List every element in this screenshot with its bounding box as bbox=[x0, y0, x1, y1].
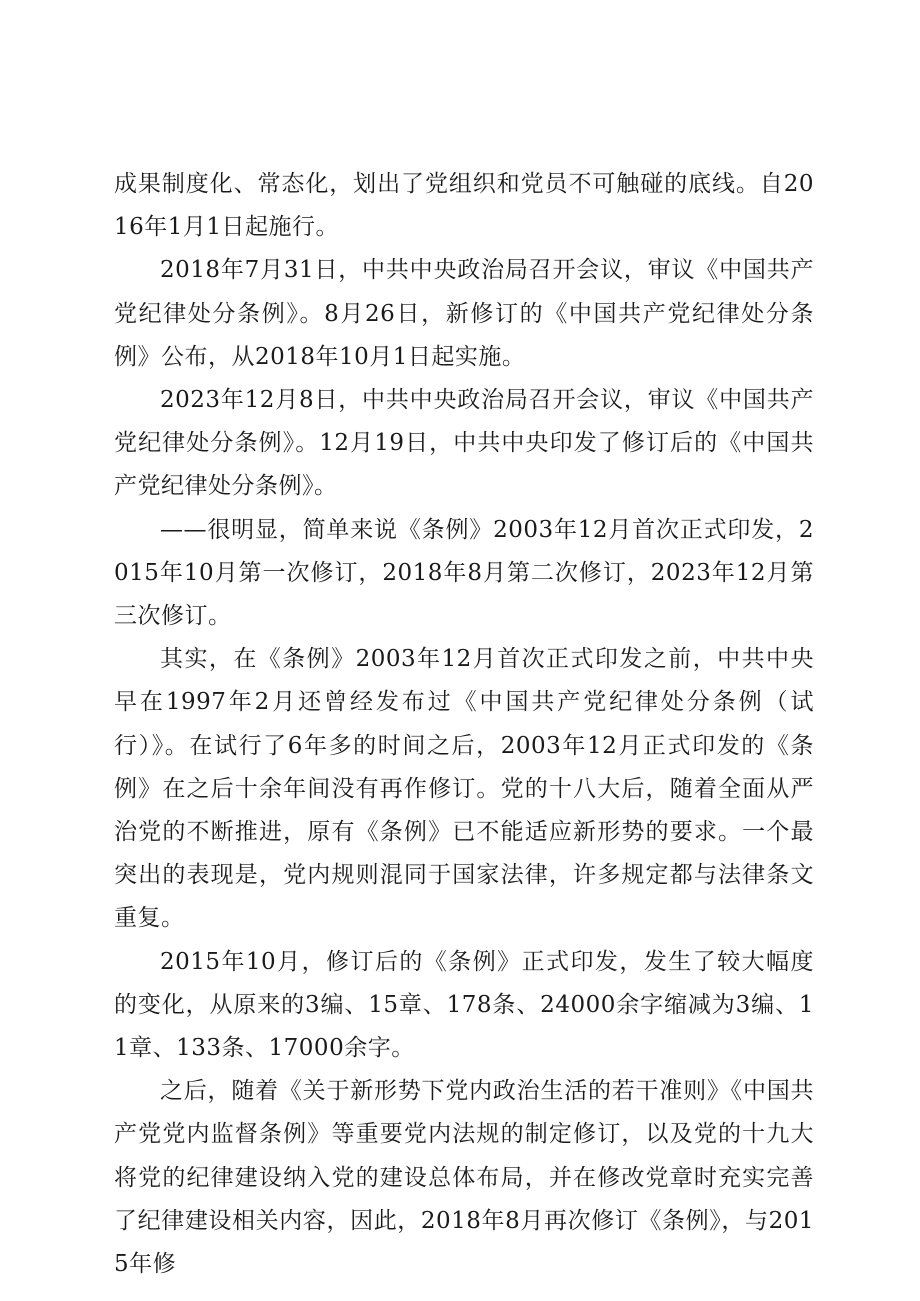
paragraph-2018-revision: 之后，随着《关于新形势下党内政治生活的若干准则》《中国共产党党内监督条例》等重要党内法规的制定修订，以及党的十九大将党的纪律建设纳入党的建设总体布局，并在修改党章时充实完善了纪律建设相关内容，因此，2018年8月再次修订《条例》，与2015年修 bbox=[114, 1078, 814, 1278]
document-body bbox=[114, 163, 814, 1286]
paragraph-continuation: 成果制度化、常态化，划出了党组织和党员不可触碰的底线。自2016年1月1日起施行。 bbox=[114, 171, 814, 241]
paragraph-2018-review: 2018年7月31日，中共中央政治局召开会议，审议《中国共产党纪律处分条例》。8月26日，新修订的《中国共产党纪律处分条例》公布，从2018年10月1日起实施。 bbox=[114, 257, 814, 370]
paragraph-summary: ——很明显，简单来说《条例》2003年12月首次正式印发，2015年10月第一次修订，2018年8月第二次修订，2023年12月第三次修订。 bbox=[114, 516, 814, 630]
paragraph-history: 其实，在《条例》2003年12月首次正式印发之前，中共中央早在1997年2月还曾经发布过《中国共产党纪律处分条例（试行）》。在试行了6年多的时间之后，2003年12月正式印发的《条例》在之后十余年间没有再作修订。党的十八大后，随着全面从严治党的不断推进，原有《条例》已不能适应新形势的要求。一个最突出的表现是，党内规则混同于国家法律，许多规定都与法律条文重复。 bbox=[114, 646, 814, 932]
paragraph-2023-review: 2023年12月8日，中共中央政治局召开会议，审议《中国共产党纪律处分条例》。12月19日，中共中央印发了修订后的《中国共产党纪律处分条例》。 bbox=[114, 387, 814, 500]
paragraph-2015-revision: 2015年10月，修订后的《条例》正式印发，发生了较大幅度的变化，从原来的3编、15章、178条、24000余字缩减为3编、11章、133条、17000余字。 bbox=[114, 948, 814, 1062]
